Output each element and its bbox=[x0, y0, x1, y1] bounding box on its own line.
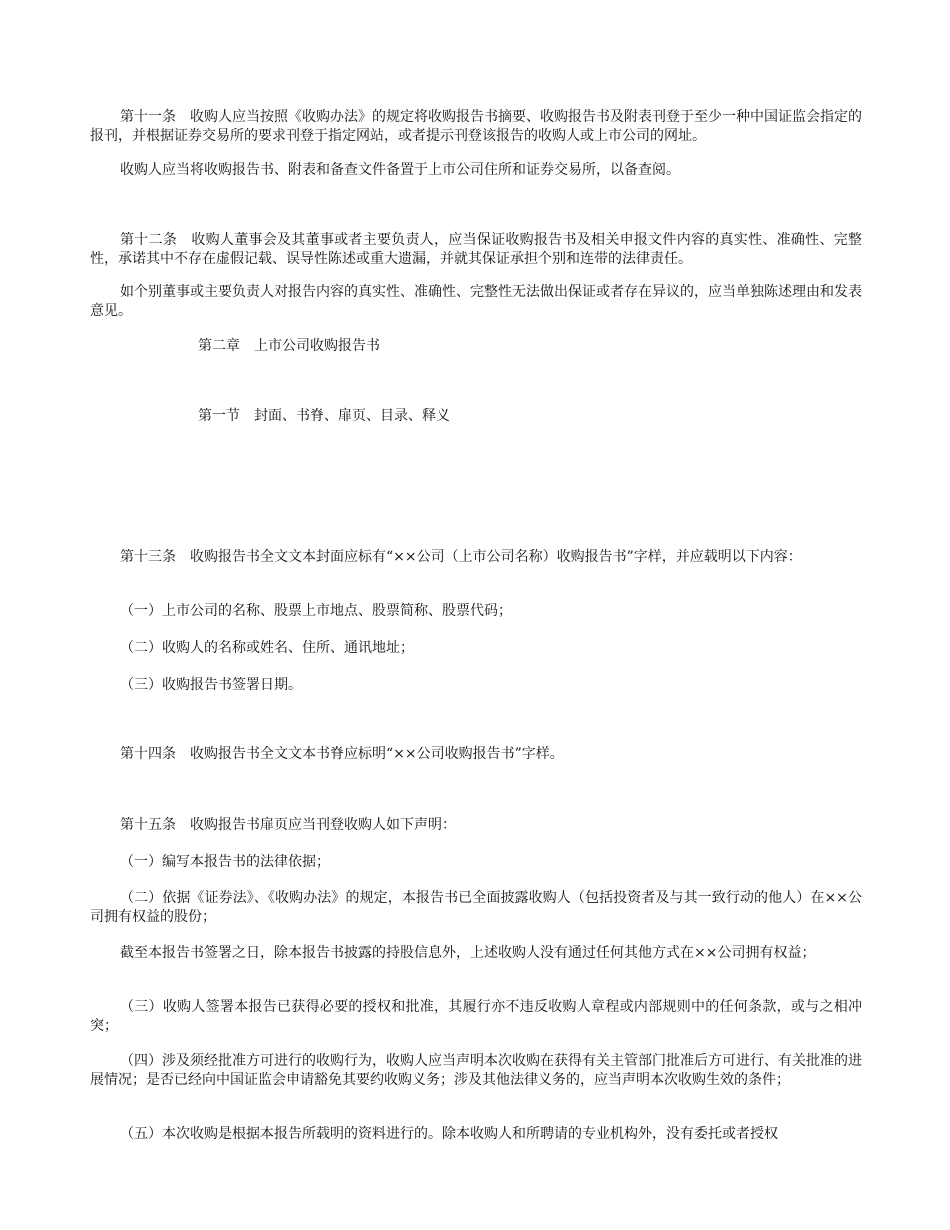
article-15-item-2-cont: 截至本报告书签署之日，除本报告书披露的持股信息外，上述收购人没有通过任何其他方式在××公司拥有权益； bbox=[120, 945, 816, 961]
article-15-item-5: （五）本次收购是根据本报告所载明的资料进行的。除本收购人和所聘请的专业机构外，没有委托或者授权 bbox=[120, 1126, 778, 1142]
article-13-item-2: （二）收购人的名称或姓名、住所、通讯地址； bbox=[120, 640, 414, 656]
article-13: 第十三条 收购报告书全文文本封面应标有“××公司（上市公司名称）收购报告书”字样，并应载明以下内容： bbox=[120, 549, 802, 565]
article-12: 第十二条 收购人董事会及其董事或者主要负责人，应当保证收购报告书及相关申报文件内容的真实性、准确性、完整性，承诺其中不存在虚假记载、误导性陈述或重大遗漏，并就其保证承担个别和连带的法律责任。 bbox=[90, 232, 862, 267]
article-15-item-4: （四）涉及须经批准方可进行的收购行为，收购人应当声明本次收购在获得有关主管部门批准后方可进行、有关批准的进展情况；是否已经向中国证监会申请豁免其要约收购义务；涉及其他法律义务的，应当声明本次收购生效的条件； bbox=[90, 1053, 862, 1088]
article-15-item-1: （一）编写本报告书的法律依据； bbox=[120, 854, 330, 870]
article-11-para-2: 收购人应当将收购报告书、附表和备查文件备置于上市公司住所和证券交易所，以备查阅。 bbox=[120, 162, 680, 178]
chapter-heading: 第二章 上市公司收购报告书 bbox=[198, 338, 380, 354]
article-11: 第十一条 收购人应当按照《收购办法》的规定将收购报告书摘要、收购报告书及附表刊登于至少一种中国证监会指定的报刊，并根据证券交易所的要求刊登于指定网站，或者提示刊登该报告的收购人或上市公司的网址。 bbox=[90, 109, 862, 144]
article-13-item-1: （一）上市公司的名称、股票上市地点、股票简称、股票代码； bbox=[120, 603, 512, 619]
article-13-item-3: （三）收购报告书签署日期。 bbox=[120, 677, 302, 693]
article-15: 第十五条 收购报告书扉页应当刊登收购人如下声明： bbox=[120, 817, 456, 833]
article-12-para-2: 如个别董事或主要负责人对报告内容的真实性、准确性、完整性无法做出保证或者存在异议的，应当单独陈述理由和发表意见。 bbox=[90, 284, 862, 319]
article-15-item-2: （二）依据《证券法》、《收购办法》的规定，本报告书已全面披露收购人（包括投资者及与其一致行动的他人）在××公司拥有权益的股份； bbox=[90, 890, 862, 925]
article-15-item-3: （三）收购人签署本报告已获得必要的授权和批准，其履行亦不违反收购人章程或内部规则中的任何条款，或与之相冲突； bbox=[90, 999, 862, 1034]
section-heading: 第一节 封面、书脊、扉页、目录、释义 bbox=[198, 408, 450, 424]
article-14: 第十四条 收购报告书全文文本书脊应标明“××公司收购报告书”字样。 bbox=[120, 746, 564, 762]
